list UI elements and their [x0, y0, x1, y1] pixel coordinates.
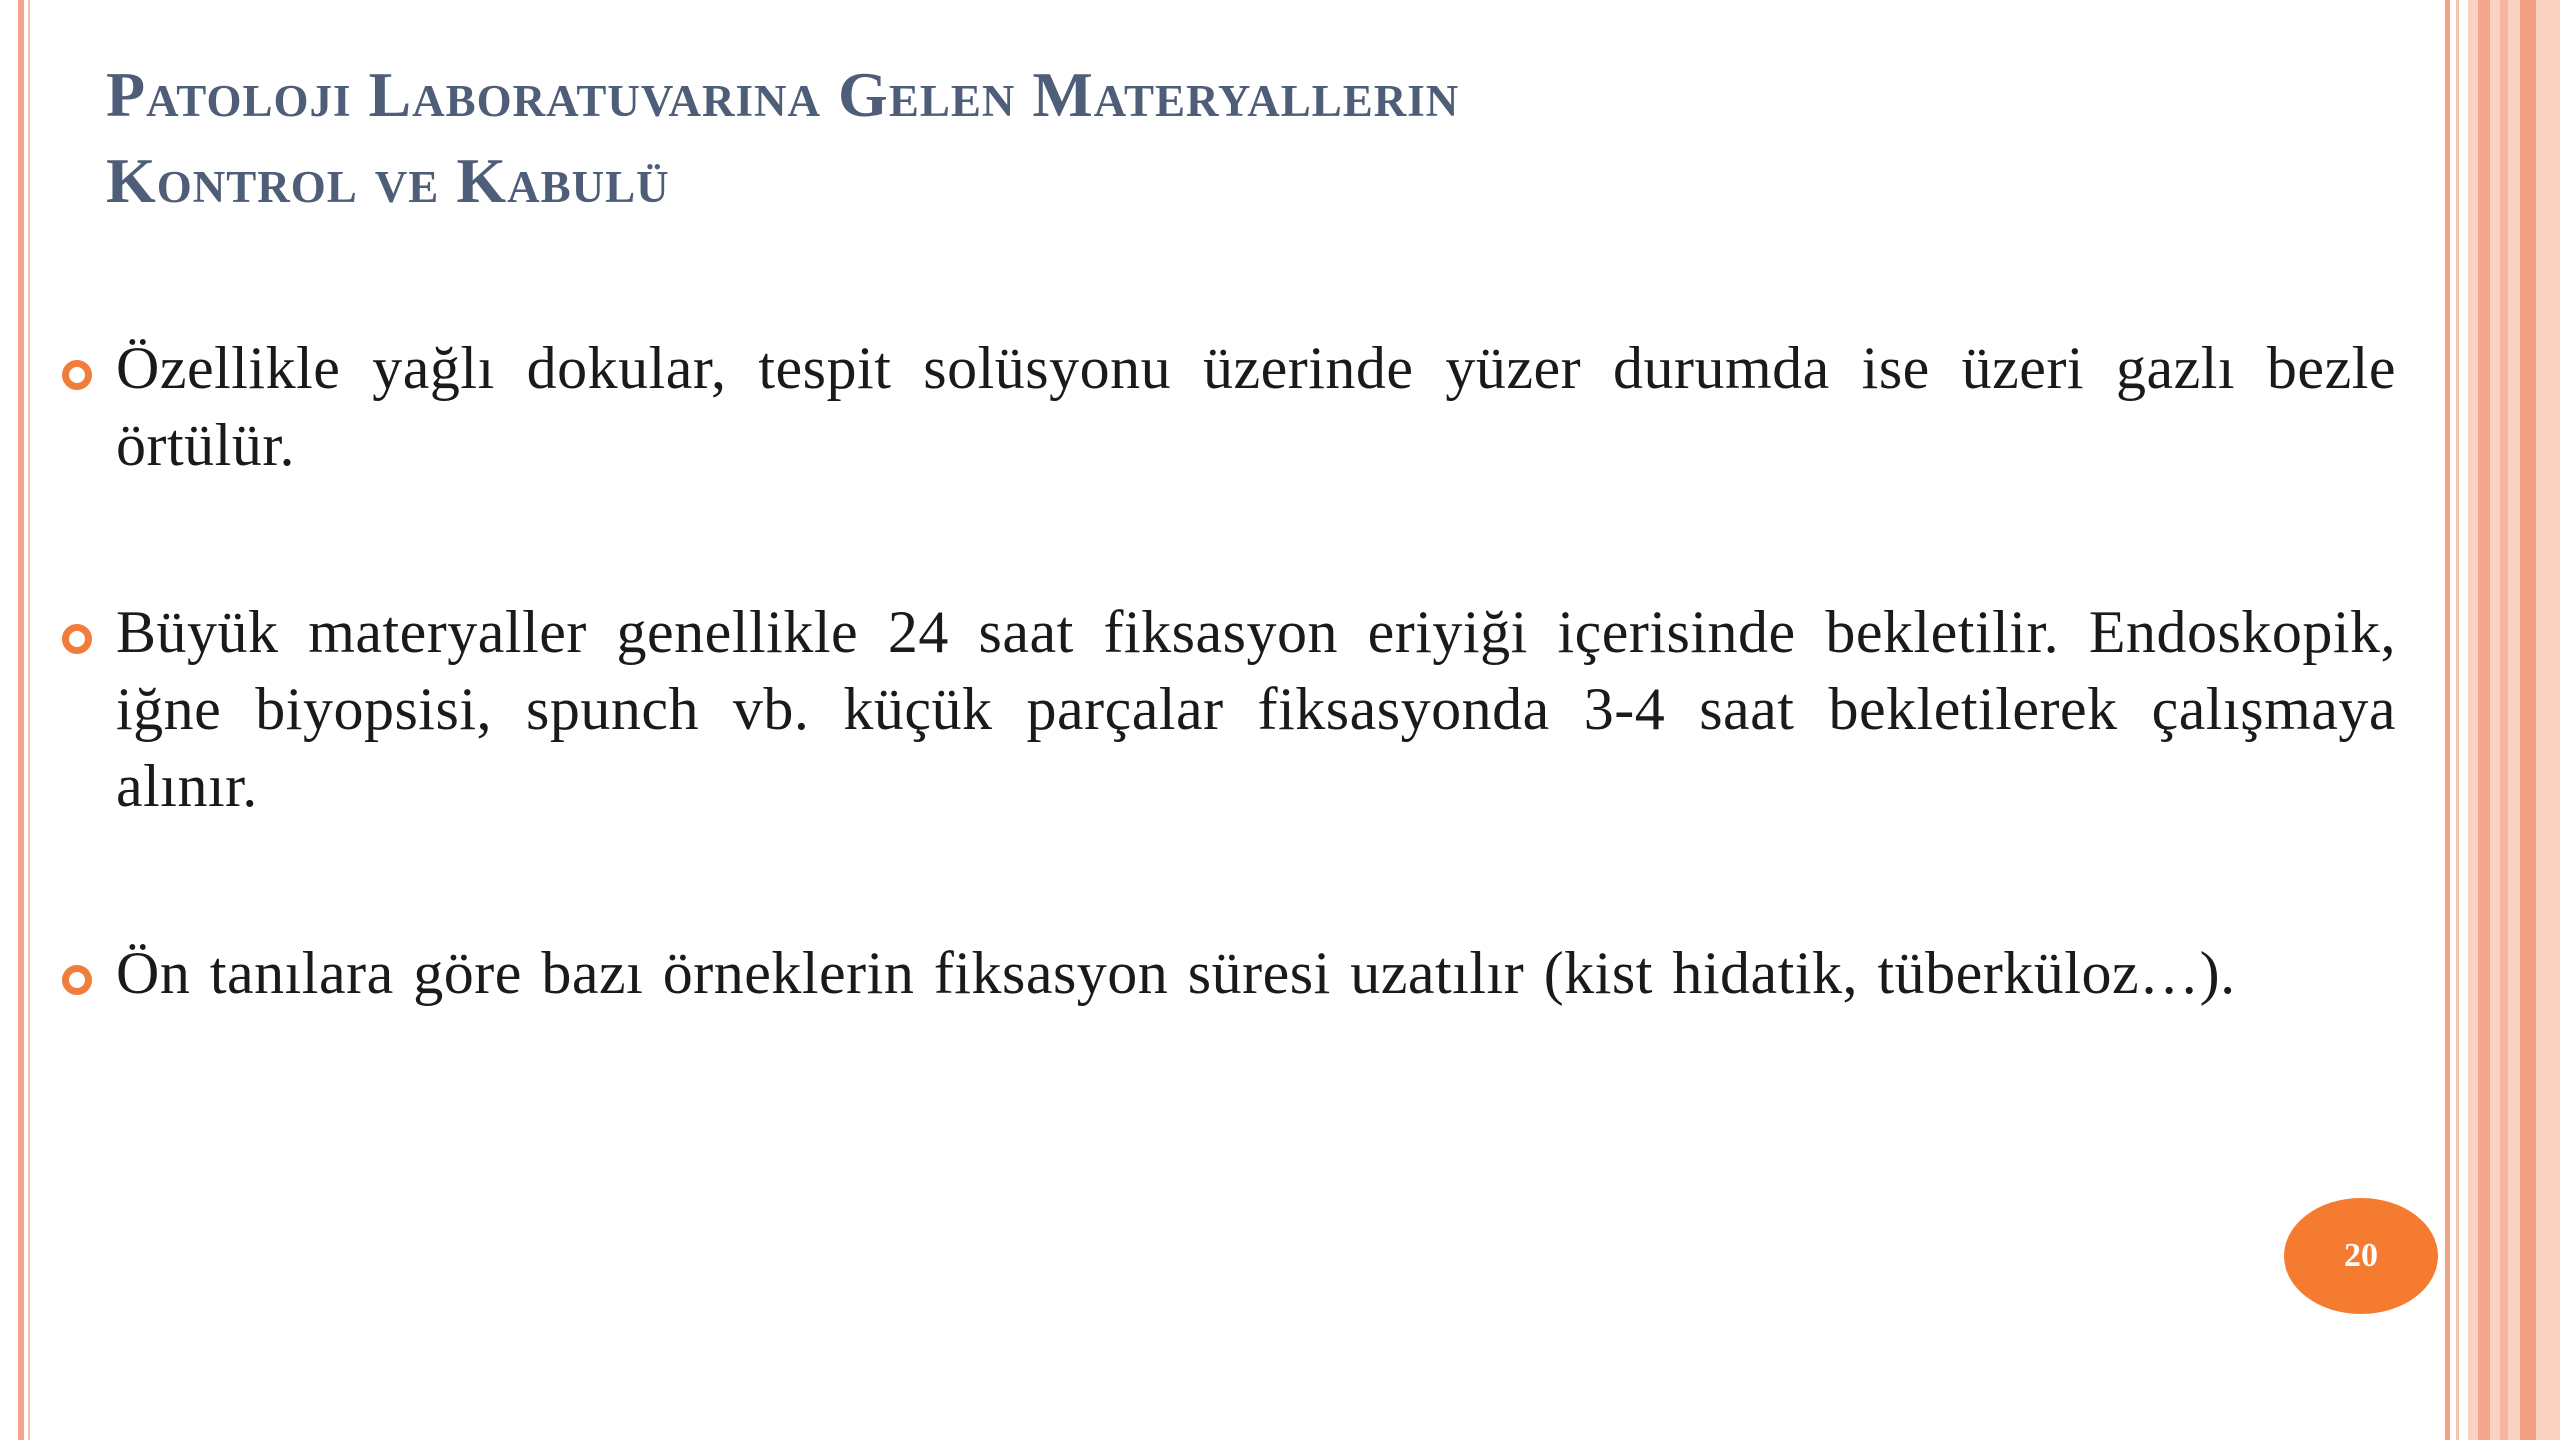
hollow-circle-bullet-icon	[62, 360, 92, 390]
right-decorative-stripe	[2520, 0, 2536, 1440]
slide-title-line-2: Kontrol ve Kabulü	[106, 145, 670, 216]
bullet-list	[56, 330, 2396, 1122]
page-number: 20	[2344, 1237, 2378, 1274]
right-decorative-stripe	[2456, 0, 2459, 1440]
page-number-badge	[2284, 1198, 2438, 1314]
left-decorative-stripe-thin	[28, 0, 30, 1440]
left-decorative-stripe	[18, 0, 24, 1440]
bullet-text: Büyük materyaller genellikle 24 saat fiksasyon eriyiği içerisinde bekletilir. Endoskopik, iğne biyopsisi, spunch vb. küçük parçalar fiksasyonda 3-4 saat bekletilerek çalışmaya alınır.	[116, 599, 2396, 819]
slide-title-line-1: Patoloji Laboratuvarına Gelen Materyallerin	[106, 59, 1460, 130]
hollow-circle-bullet-icon	[62, 624, 92, 654]
slide-title	[106, 52, 2356, 224]
bullet-item	[56, 935, 2396, 1012]
bullet-item	[56, 594, 2396, 825]
right-decorative-stripe	[2478, 0, 2490, 1440]
bullet-item	[56, 330, 2396, 484]
right-decorative-stripe	[2445, 0, 2450, 1440]
bullet-text: Ön tanılara göre bazı örneklerin fiksasyon süresi uzatılır (kist hidatik, tüberküloz…).	[116, 940, 2236, 1006]
hollow-circle-bullet-icon	[62, 965, 92, 995]
right-decorative-stripe	[2500, 0, 2508, 1440]
bullet-text: Özellikle yağlı dokular, tespit solüsyonu üzerinde yüzer durumda ise üzeri gazlı bezle örtülür.	[116, 335, 2396, 478]
